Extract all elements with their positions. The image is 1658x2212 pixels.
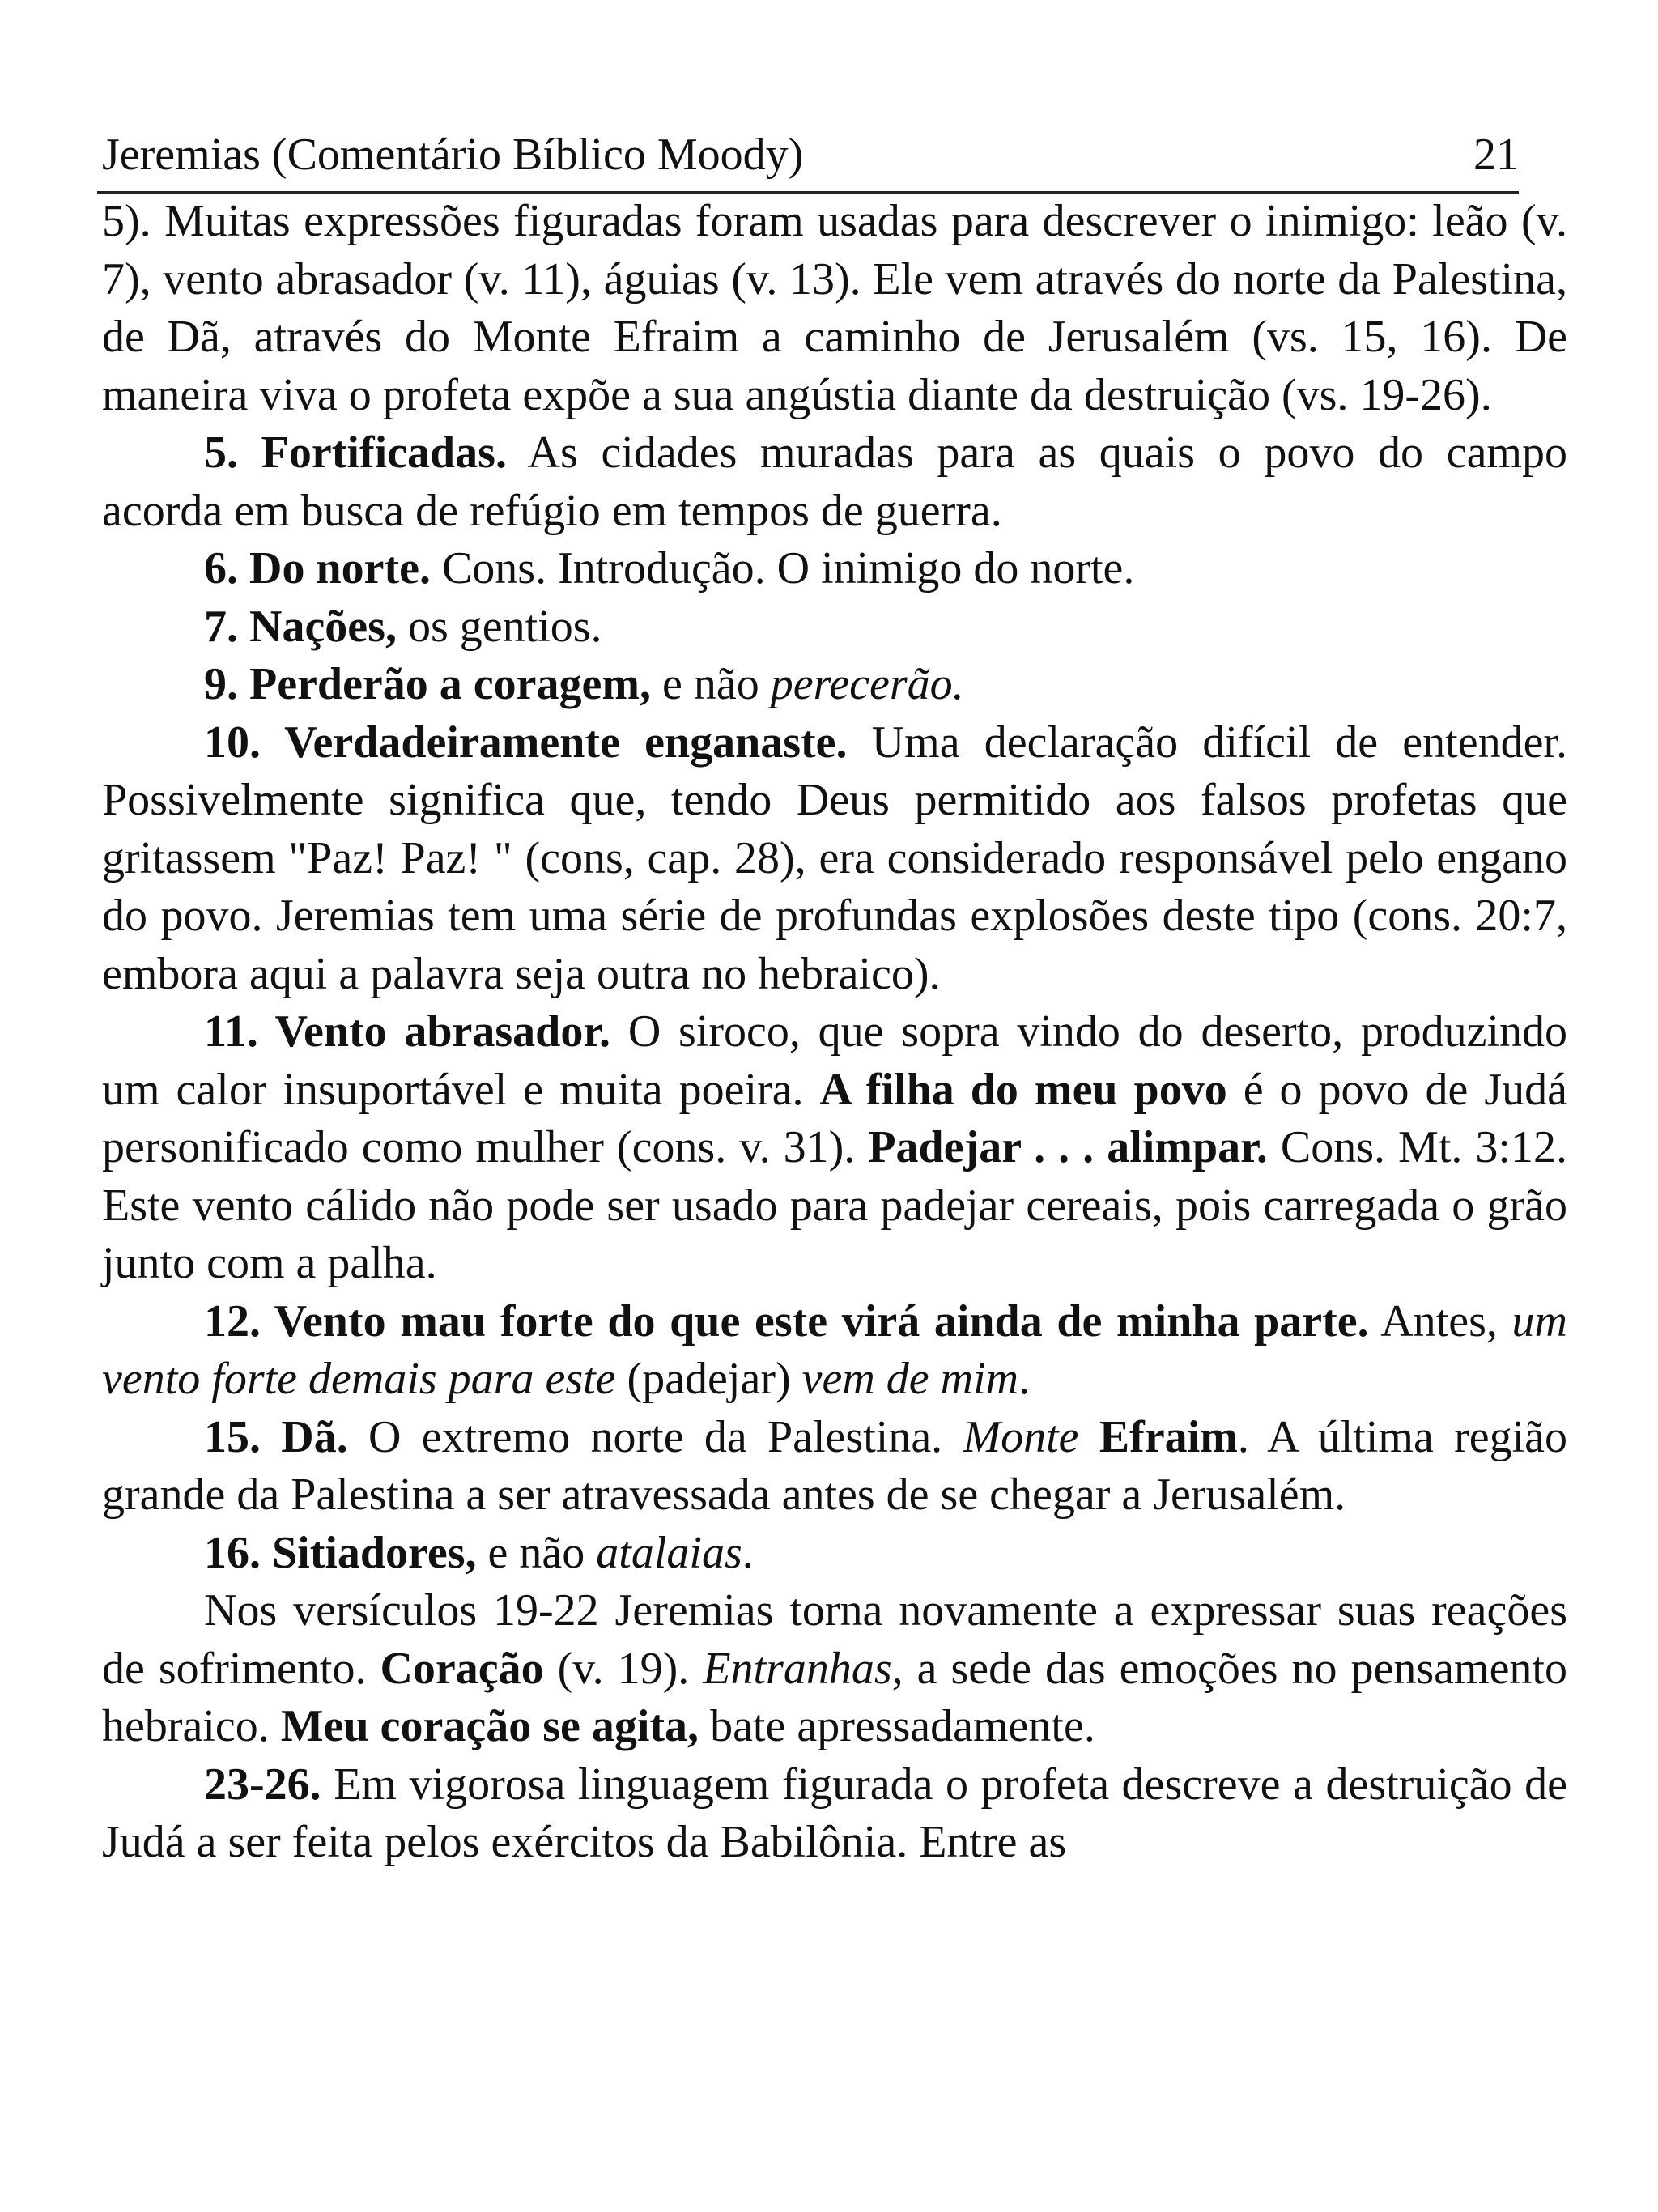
running-title: Jeremias (Comentário Bíblico Moody) xyxy=(102,130,804,180)
paragraph-p11 xyxy=(102,1582,1567,1756)
paragraph-p6 xyxy=(102,714,1567,1004)
bold-term: Meu coração se agita, xyxy=(280,1701,699,1751)
commentary-text xyxy=(102,193,1567,1872)
italic-term: perecerão. xyxy=(770,659,964,709)
text-run: (v. 19). xyxy=(543,1643,704,1694)
text-run: Antes, xyxy=(1368,1295,1512,1346)
text-run: os gentios. xyxy=(396,601,602,652)
bold-term: Efraim xyxy=(1099,1411,1238,1462)
text-run: bate apressadamente. xyxy=(699,1701,1095,1751)
bold-term: 9. Perderão a coragem, xyxy=(204,659,651,709)
bold-term: 12. Vento mau forte do que este virá ainda de minha parte. xyxy=(204,1295,1369,1346)
page-number: 21 xyxy=(1473,130,1519,180)
bold-term: 5. Fortificadas. xyxy=(204,428,507,478)
text-run: 5). Muitas expressões figuradas foram usadas para descrever o inimigo: leão (v. 7), vento abrasador (v. 11), águias (v. 13). Ele vem através do norte da Palestina, de Dã, através do Monte Efraim a caminho de Jerusalém (vs. 15, 16). De maneira viva o profeta expõe a sua angústia diante da destruição (vs. 19-26). xyxy=(102,196,1567,420)
italic-term: Monte xyxy=(963,1411,1079,1462)
text-run: Cons. Introdução. O inimigo do norte. xyxy=(430,543,1135,593)
text-run: (padejar) xyxy=(615,1354,802,1404)
text-run: é o povo de Judá personificado como mulher (cons. v. 31). xyxy=(102,1064,1568,1172)
italic-term: vem de mim xyxy=(801,1354,1019,1404)
text-run: , a sede das emoções no pensamento hebraico. xyxy=(102,1643,1567,1751)
bold-term: 11. Vento abrasador. xyxy=(204,1006,611,1057)
paragraph-p4 xyxy=(102,598,1567,657)
text-run: Cons. Mt. 3:12. Este vento cálido não pode ser usado para padejar cereais, pois carregada o grão junto com a palha. xyxy=(102,1122,1567,1288)
bold-term: 6. Do norte. xyxy=(204,543,431,593)
bold-term: Coração xyxy=(380,1643,544,1694)
text-run: Uma declaração difícil de entender. Possivelmente significa que, tendo Deus permitido aos falsos profetas que gritassem "Paz! Paz! " (cons, cap. 28), era considerado responsável pelo engano do povo. Jeremias tem uma série de profundas explosões deste tipo (cons. 20:7, embora aqui a palavra seja outra no hebraico). xyxy=(102,717,1567,999)
bold-term: 15. Dã. xyxy=(204,1411,348,1462)
text-run: O siroco, que sopra vindo do deserto, produzindo um calor insuportável e muita poeira. xyxy=(102,1006,1568,1115)
bold-term: 23-26. xyxy=(204,1759,321,1810)
paragraph-p10 xyxy=(102,1525,1567,1583)
paragraph-p9 xyxy=(102,1409,1567,1525)
bold-term: 10. Verdadeiramente enganaste. xyxy=(204,717,848,768)
text-run: e não xyxy=(651,659,771,709)
bold-term: 16. Sitiadores, xyxy=(204,1527,477,1578)
page-header xyxy=(97,128,1519,194)
bold-term: A filha do meu povo xyxy=(819,1064,1227,1115)
text-run: O extremo norte da Palestina. xyxy=(347,1411,963,1462)
italic-term: Entranhas xyxy=(703,1643,892,1694)
italic-term: atalaias xyxy=(596,1527,742,1578)
paragraph-p5 xyxy=(102,656,1567,714)
text-run: As cidades muradas para as quais o povo do campo acorda em busca de refúgio em tempos de guerra. xyxy=(102,428,1567,536)
text-run: e não xyxy=(476,1527,597,1578)
text-run xyxy=(1079,1412,1099,1462)
text-run: . xyxy=(1018,1354,1031,1404)
bold-term: 7. Nações, xyxy=(204,601,397,652)
paragraph-p7 xyxy=(102,1003,1567,1293)
italic-term: um vento forte demais para este xyxy=(102,1295,1567,1404)
paragraph-p1 xyxy=(102,193,1567,424)
paragraph-p3 xyxy=(102,540,1567,598)
text-run: . A última região grande da Palestina a ser atravessada antes de se chegar a Jerusalém. xyxy=(102,1411,1568,1520)
paragraph-p8 xyxy=(102,1293,1567,1409)
text-run: Nos versículos 19-22 Jeremias torna novamente a expressar suas reações de sofrimento. xyxy=(102,1585,1567,1694)
bold-term: Padejar . . . alimpar. xyxy=(868,1122,1268,1172)
text-run: . xyxy=(742,1527,754,1578)
paragraph-p12 xyxy=(102,1756,1567,1872)
paragraph-p2 xyxy=(102,424,1567,540)
text-run: Em vigorosa linguagem figurada o profeta descreve a destruição de Judá a ser feita pelos exércitos da Babilônia. Entre as xyxy=(102,1759,1567,1867)
